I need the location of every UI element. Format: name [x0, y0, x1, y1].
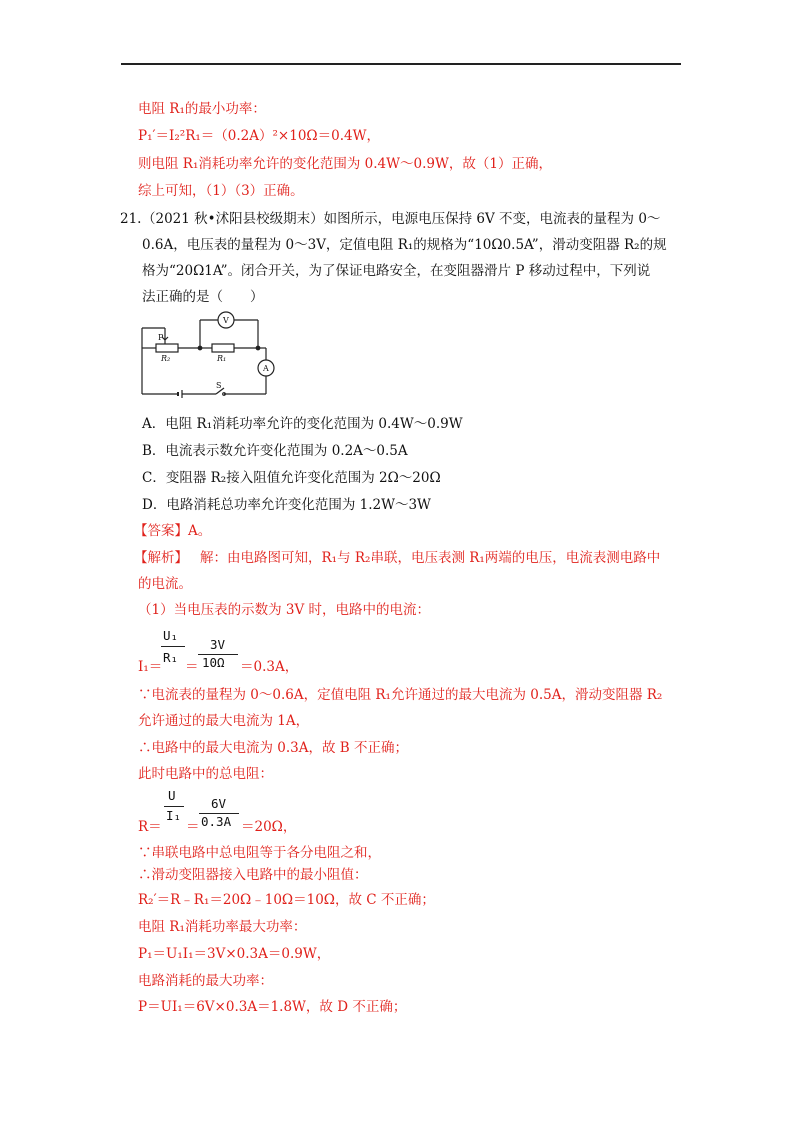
text-line: 综上可知，（1）（3）正确。: [138, 183, 304, 199]
option-d: D．电路消耗总功率允许变化范围为 1.2W～3W: [142, 497, 431, 513]
question-text: 0.6A，电压表的量程为 0～3V，定值电阻 R₁的规格为“10Ω0.5A”，滑动变阻器 R₂的规: [142, 237, 667, 253]
formula1-rhs: ＝0.3A，: [240, 659, 299, 675]
label-r2: R₂: [161, 354, 171, 363]
label-r1: R₁: [217, 354, 227, 363]
analysis-text: P＝UI₁＝6V×0.3A＝1.8W，故 D 不正确；: [138, 999, 407, 1015]
analysis-text: 电阻 R₁消耗功率最大功率：: [138, 919, 307, 935]
formula2-rhs: ＝20Ω，: [241, 819, 297, 835]
label-ammeter: A: [263, 364, 269, 373]
formula1-num1: U₁: [163, 628, 179, 643]
circuit-diagram: [140, 308, 290, 404]
header-rule: [121, 63, 681, 65]
option-a: A．电阻 R₁消耗功率允许的变化范围为 0.4W～0.9W: [142, 416, 463, 432]
formula1-den2: 10Ω: [202, 655, 225, 670]
option-c: C．变阻器 R₂接入阻值允许变化范围为 2Ω～20Ω: [142, 470, 441, 486]
analysis-tag: 【解析】: [134, 550, 188, 566]
analysis-text: ∵电流表的量程为 0～0.6A，定值电阻 R₁允许通过的最大电流为 0.5A，滑动变阻器 R₂: [138, 687, 663, 703]
formula2-den1: I₁: [166, 808, 182, 823]
analysis-text: （1）当电压表的示数为 3V 时，电路中的电流：: [138, 602, 431, 618]
question-text: （2021 秋•沭阳县校级期末）如图所示，电源电压保持 6V 不变，电流表的量程为 0～: [142, 211, 661, 227]
analysis-text: P₁＝U₁I₁＝3V×0.3A＝0.9W，: [138, 946, 331, 962]
formula1-eq: ＝: [185, 659, 199, 675]
option-b: B．电流表示数允许变化范围为 0.2A～0.5A: [142, 443, 408, 459]
formula1-num2: 3V: [210, 637, 226, 652]
formula1-den1: R₁: [163, 650, 179, 665]
text-line: 电阻 R₁的最小功率：: [138, 101, 266, 117]
analysis-text: 解：由电路图可知，R₁与 R₂串联，电压表测 R₁两端的电压，电流表测电路中: [200, 550, 661, 566]
label-p: P: [158, 333, 164, 342]
analysis-text: R₂′＝R﹣R₁＝20Ω﹣10Ω＝10Ω，故 C 不正确；: [138, 892, 435, 908]
formula1-lhs: I₁＝: [138, 659, 163, 675]
answer-line: 【答案】A。: [134, 523, 212, 539]
question-text: 法正确的是（ ）: [142, 289, 264, 305]
question-text: 格为“20Ω1A”。闭合开关，为了保证电路安全，在变阻器滑片 P 移动过程中，下列说: [142, 263, 651, 279]
analysis-text: 的电流。: [138, 576, 192, 592]
analysis-text: ∴滑动变阻器接入电路中的最小阻值：: [138, 867, 368, 883]
analysis-text: 允许通过的最大电流为 1A，: [138, 713, 310, 729]
analysis-text: 此时电路中的总电阻：: [138, 766, 273, 782]
label-switch: S: [216, 381, 222, 390]
analysis-text: 电路消耗的最大功率：: [138, 973, 273, 989]
question-number: 21.: [120, 211, 142, 227]
analysis-text: ∴电路中的最大电流为 0.3A，故 B 不正确；: [138, 740, 409, 756]
text-line: P₁′＝I₂²R₁＝（0.2A）²×10Ω＝0.4W，: [138, 128, 380, 144]
text-line: 则电阻 R₁消耗功率允许的变化范围为 0.4W～0.9W，故（1）正确，: [138, 156, 552, 172]
formula2-num2: 6V: [211, 796, 227, 811]
label-voltmeter: V: [223, 316, 229, 325]
formula2-num1: U: [168, 788, 176, 803]
formula2-lhs: R＝: [138, 819, 162, 835]
formula2-eq: ＝: [186, 819, 200, 835]
analysis-text: ∵串联电路中总电阻等于各分电阻之和，: [138, 845, 381, 861]
formula2-den2: 0.3A: [201, 814, 232, 829]
